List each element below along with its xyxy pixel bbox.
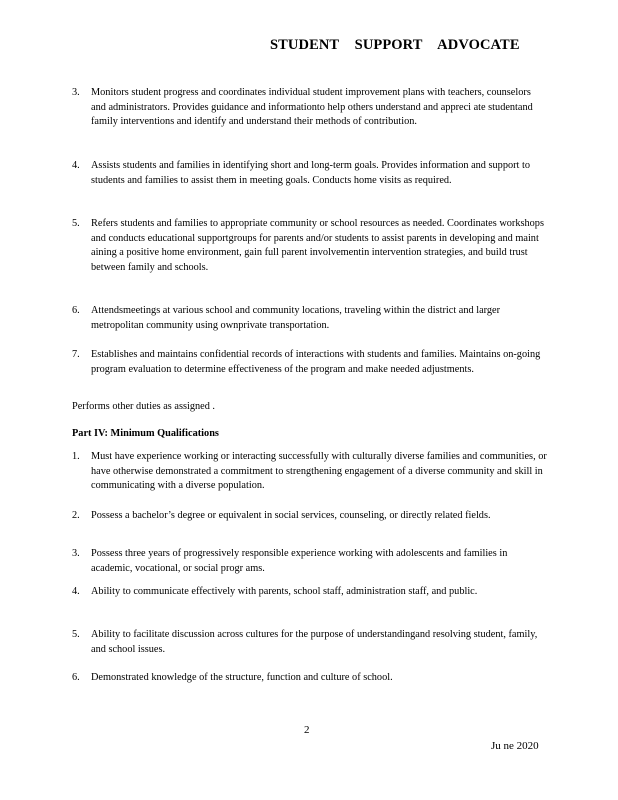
duty-item xyxy=(72,86,547,130)
qualification-item xyxy=(72,450,547,494)
list-number: 6. xyxy=(72,305,80,316)
list-number: 4. xyxy=(72,160,80,171)
list-number: 7. xyxy=(72,349,80,360)
list-text: Establishes and maintains confidential records of interactions with students and families. Maintains on-going program evaluation to determine effectiveness of the program and make needed adjustments. xyxy=(91,349,541,375)
list-text: Demonstrated knowledge of the structure, function and culture of school. xyxy=(91,672,393,683)
list-text: Monitors student progress and coordinates individual student improvement plans with teachers, counselors and administrators. Provides guidance and informationto help others understand and appreci ate studentand family interventions and identify and understand their methods of contribution. xyxy=(91,87,533,128)
document-title: STUDENT SUPPORT ADVOCATE xyxy=(270,37,520,53)
qualification-item xyxy=(72,509,547,524)
list-number: 5. xyxy=(72,218,80,229)
list-text: Possess a bachelor’s degree or equivalent in social services, counseling, or directly related fields. xyxy=(91,510,491,521)
list-number: 1. xyxy=(72,451,80,462)
duty-item xyxy=(72,348,547,377)
list-text: Must have experience working or interacting successfully with culturally diverse families and communities, or have otherwise demonstrated a commitment to strengthening engagement of a diverse community and skill in communicating with a diverse population. xyxy=(91,451,547,492)
qualification-item xyxy=(72,671,547,686)
list-number: 5. xyxy=(72,629,80,640)
list-number: 6. xyxy=(72,672,80,683)
list-text: Attendsmeetings at various school and community locations, traveling within the district and larger metropolitan community using ownprivate transportation. xyxy=(91,305,501,331)
duty-item xyxy=(72,159,547,188)
list-number: 4. xyxy=(72,586,80,597)
list-number: 2. xyxy=(72,510,80,521)
list-text: Ability to communicate effectively with parents, school staff, administration staff, and public. xyxy=(91,586,478,597)
duty-item xyxy=(72,217,547,275)
list-text: Possess three years of progressively responsible experience working with adolescents and families in academic, vocational, or social progr ams. xyxy=(91,548,508,574)
page-number: 2 xyxy=(304,724,310,736)
list-text: Refers students and families to appropriate community or school resources as needed. Coordinates workshops and conducts educational supportgroups for parents and/or students to assist parents in developing and maint aining a positive home environment, gain full parent involvementin intervention strategies, and build trust between family and schools. xyxy=(91,218,544,273)
section-heading: Part IV: Minimum Qualifications xyxy=(72,428,219,439)
list-text: Ability to facilitate discussion across cultures for the purpose of understandingand resolving student, family, and school issues. xyxy=(91,629,538,655)
qualification-item xyxy=(72,628,547,657)
list-number: 3. xyxy=(72,548,80,559)
footer-date: Ju ne 2020 xyxy=(491,740,539,752)
duty-item xyxy=(72,304,547,333)
other-duties-text: Performs other duties as assigned . xyxy=(72,401,215,412)
list-number: 3. xyxy=(72,87,80,98)
qualification-item xyxy=(72,547,547,576)
list-text: Assists students and families in identifying short and long-term goals. Provides information and support to students and families to assist them in meeting goals. Conducts home visits as required. xyxy=(91,160,531,186)
qualification-item xyxy=(72,585,547,600)
